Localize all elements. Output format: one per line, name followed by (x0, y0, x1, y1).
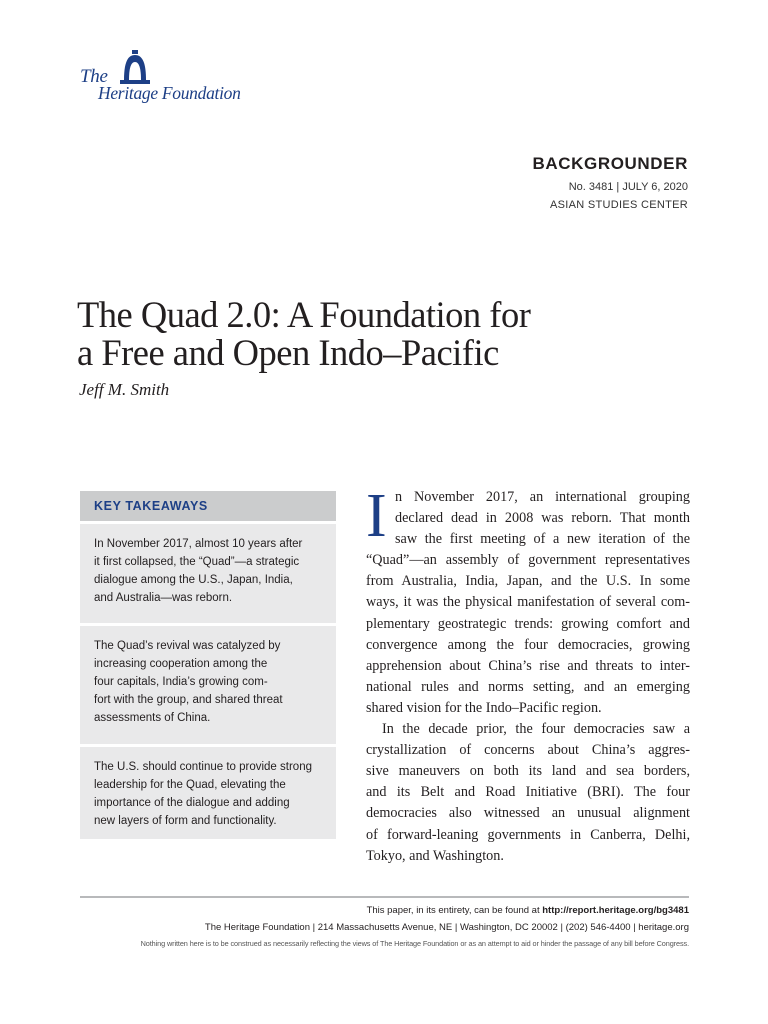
series-number-date: No. 3481 | JULY 6, 2020 (568, 181, 688, 193)
body-line: In the decade prior, the four democracies saw a (382, 721, 690, 738)
body-line: ways, it was the physical manifestation of several com- (366, 594, 690, 611)
takeaway-line: four capitals, India’s growing com- (94, 676, 268, 688)
footer-source-prefix: This paper, in its entirety, can be found at (366, 905, 540, 916)
body-line: of forward-leaning governments in Canberra, Delhi, (366, 826, 690, 843)
body-line: “Quad”—an assembly of government representatives (366, 552, 690, 569)
takeaway-line: increasing cooperation among the (94, 658, 268, 670)
body-line: from Australia, India, Japan, and the U.S. In some (366, 573, 690, 590)
takeaway-line: dialogue among the U.S., Japan, India, (94, 574, 293, 586)
logo-the-text: The (80, 66, 108, 87)
footer-disclaimer: Nothing written here is to be construed as necessarily reflecting the views of The Heritage Foundation or as an attempt to aid or hinder the passage of any bill before Congress. (140, 939, 689, 948)
body-line: saw the first meeting of a new iteration of the (395, 531, 690, 548)
takeaway-line: fort with the group, and shared threat (94, 694, 283, 706)
series-header (533, 154, 688, 211)
title-line-2: a Free and Open Indo–Pacific (77, 332, 499, 373)
takeaway-line: and Australia—was reborn. (94, 592, 233, 604)
body-line: crystallization of concerns about China’s aggres- (366, 742, 690, 759)
takeaway-line: The U.S. should continue to provide strong (94, 761, 312, 773)
key-takeaways-box (80, 491, 336, 839)
takeaway-item (80, 626, 336, 744)
footer-source-line (141, 905, 689, 916)
body-line: sive maneuvers on both its land and sea borders, (366, 763, 690, 780)
takeaway-line: importance of the dialogue and adding (94, 797, 290, 809)
body-line: democracies also witnessed an unusual alignment (366, 805, 690, 822)
body-line: n November 2017, an international grouping (395, 489, 690, 505)
takeaway-line: it first collapsed, the “Quad”—a strategic (94, 556, 300, 568)
body-line: declared dead in 2008 was reborn. That month (395, 510, 690, 527)
body-line: apprehension about China’s rise and threats to inter- (366, 657, 690, 674)
body-line: plementary geostrategic trends: growing comfort and (366, 615, 690, 632)
body-line: shared vision for the Indo–Pacific region. (366, 699, 602, 716)
footer-divider (80, 896, 689, 898)
key-takeaways-header: KEY TAKEAWAYS (80, 491, 336, 521)
takeaway-item (80, 747, 336, 839)
body-line: convergence among the four democracies, growing (366, 636, 690, 653)
author-name: Jeff M. Smith (79, 380, 170, 399)
takeaway-line: In November 2017, almost 10 years after (94, 538, 303, 550)
body-line: Tokyo, and Washington. (366, 847, 504, 864)
liberty-bell-icon (118, 50, 152, 86)
body-text (366, 482, 690, 867)
takeaway-line: new layers of form and functionality. (94, 815, 277, 827)
series-center: ASIAN STUDIES CENTER (549, 199, 688, 211)
logo-name-text: Heritage Foundation (98, 83, 241, 103)
heritage-foundation-logo (80, 50, 280, 106)
footer-address: The Heritage Foundation | 214 Massachusetts Avenue, NE | Washington, DC 20002 | (202) 546-4400 | heritage.org (204, 922, 689, 933)
takeaway-line: assessments of China. (94, 712, 211, 724)
footer (141, 905, 689, 948)
page-title (77, 296, 637, 372)
body-line: and its Belt and Road Initiative (BRI). The four (366, 784, 690, 801)
series-label: BACKGROUNDER (532, 154, 688, 173)
title-line-1: The Quad 2.0: A Foundation for (77, 294, 531, 335)
drop-cap: I (366, 482, 387, 550)
body-line: national rules and norms setting, and an emerging (366, 678, 690, 695)
takeaway-line: leadership for the Quad, elevating the (94, 779, 286, 791)
report-link[interactable]: http://report.heritage.org/bg3481 (542, 905, 689, 916)
takeaway-item (80, 524, 336, 623)
takeaway-line: The Quad’s revival was catalyzed by (94, 640, 281, 652)
